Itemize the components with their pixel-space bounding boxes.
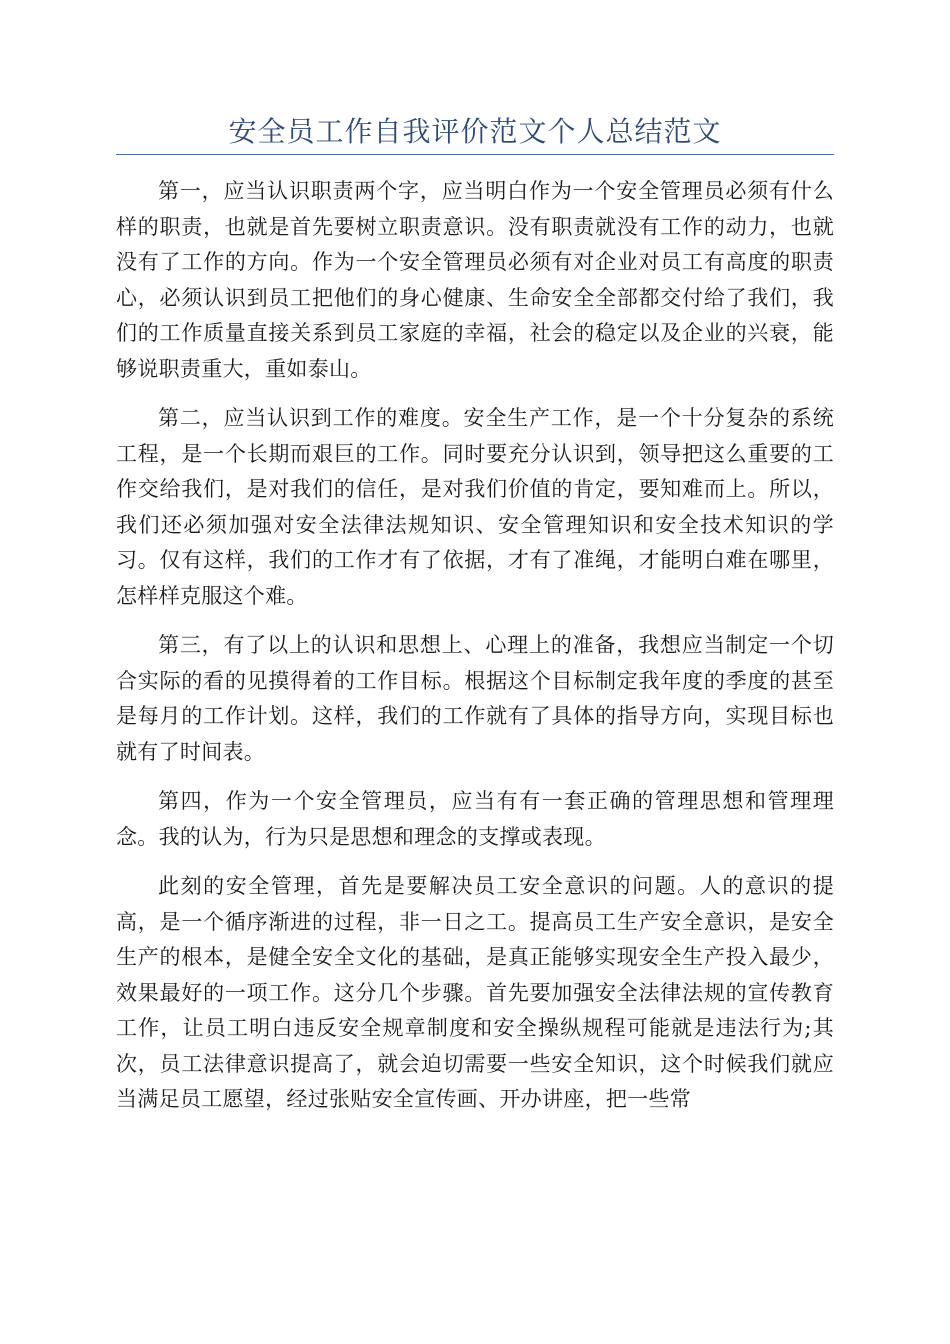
paragraph-5: 此刻的安全管理，首先是要解决员工安全意识的问题。人的意识的提高，是一个循序渐进的过程，非一日之工。提高员工生产安全意识，是安全生产的根本，是健全安全文化的基础，是真正能够实现安全生产投入最少，效果最好的一项工作。这分几个步骤。首先要加强安全法律法规的宣传教育工作，让员工明白违反安全规章制度和安全操纵规程可能就是违法行为;其次，员工法律意识提高了，就会迫切需要一些安全知识，这个时候我们就应当满足员工愿望，经过张贴安全宣传画、开办讲座，把一些常 — [116, 874, 834, 1111]
title-underline — [116, 154, 834, 155]
paragraph-2: 第二，应当认识到工作的难度。安全生产工作，是一个十分复杂的系统工程，是一个长期而艰巨的工作。同时要充分认识到，领导把这么重要的工作交给我们，是对我们的信任，是对我们价值的肯定，要知难而上。所以，我们还必须加强对安全法律法规知识、安全管理知识和安全技术知识的学习。仅有这样，我们的工作才有了依据，才有了准绳，才能明白难在哪里，怎样样克服这个难。 — [116, 406, 834, 608]
document-title: 安全员工作自我评价范文个人总结范文 — [228, 115, 722, 148]
paragraph-1: 第一，应当认识职责两个字，应当明白作为一个安全管理员必须有什么样的职责，也就是首先要树立职责意识。没有职责就没有工作的动力，也就没有了工作的方向。作为一个安全管理员必须有对企业对员工有高度的职责心，必须认识到员工把他们的身心健康、生命安全全部都交付给了我们，我们的工作质量直接关系到员工家庭的幸福，社会的稳定以及企业的兴衰，能够说职责重大，重如泰山。 — [116, 179, 834, 381]
paragraph-3: 第三，有了以上的认识和思想上、心理上的准备，我想应当制定一个切合实际的看的见摸得着的工作目标。根据这个目标制定我年度的季度的甚至是每月的工作计划。这样，我们的工作就有了具体的指导方向，实现目标也就有了时间表。 — [116, 633, 834, 764]
paragraph-4: 第四，作为一个安全管理员，应当有有一套正确的管理思想和管理理念。我的认为，行为只是思想和理念的支撑或表现。 — [116, 789, 834, 849]
document-body — [116, 174, 834, 1132]
